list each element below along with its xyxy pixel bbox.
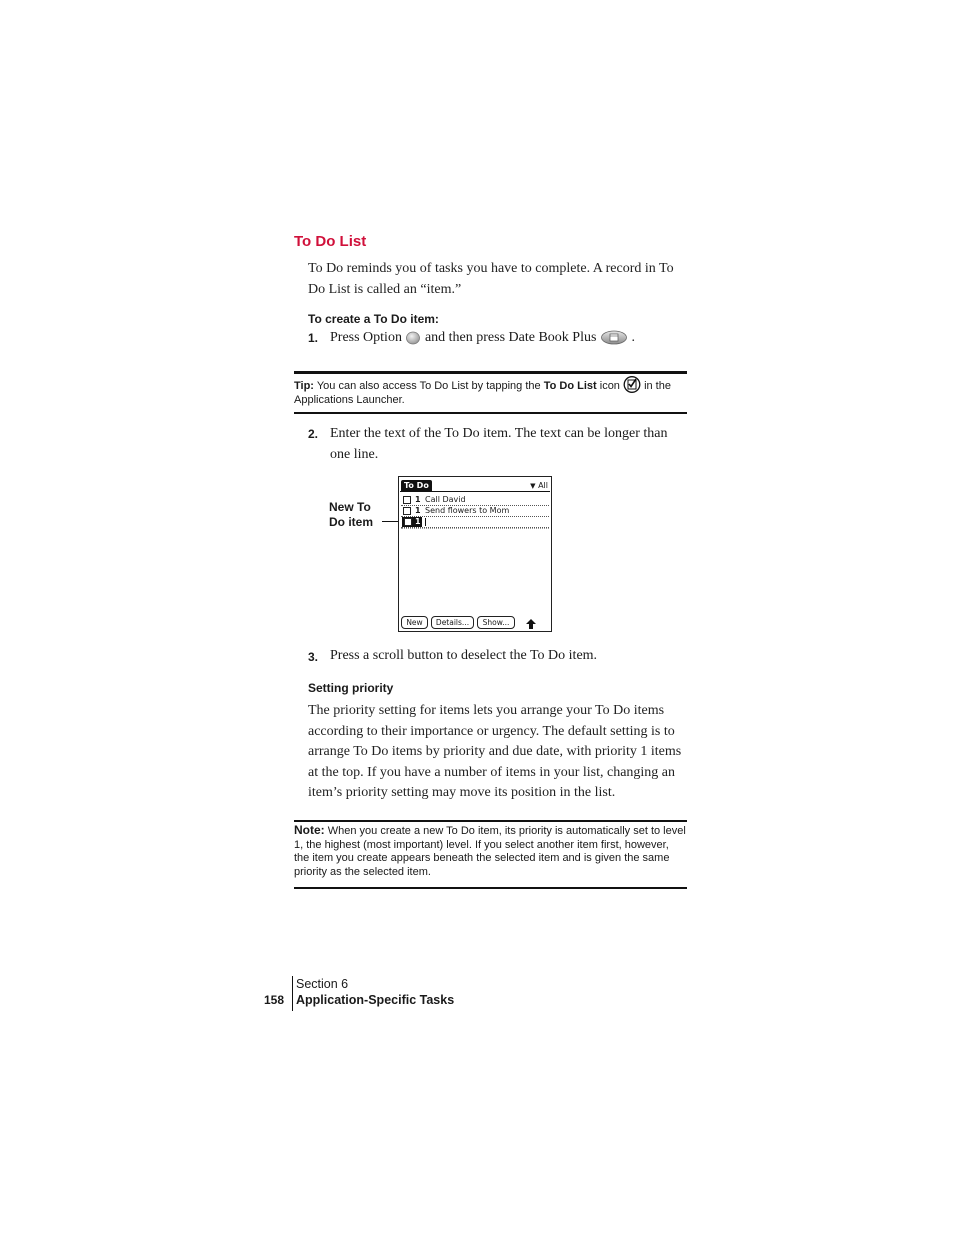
item-description: Send flowers to Mom [425, 506, 510, 515]
show-button[interactable]: Show... [477, 616, 515, 629]
tip-text-c: in the Applications Launcher. [294, 380, 671, 406]
note-box [294, 824, 687, 879]
item-priority: 1 [415, 506, 421, 515]
chevron-down-icon: ▼ [530, 482, 536, 490]
step-1-text-b: and then press Date Book Plus [424, 330, 597, 345]
item-priority: 1 [415, 495, 421, 504]
tip-bottom-rule [294, 412, 687, 414]
note-top-rule [294, 820, 687, 822]
tip-bold: To Do List [543, 380, 597, 392]
section-title: Application-Specific Tasks [296, 993, 455, 1007]
date-book-plus-key-icon [600, 330, 628, 345]
tip-top-rule [294, 371, 687, 374]
tip-text-a: You can also access To Do List by tapping the [316, 380, 541, 392]
footer-divider [292, 976, 293, 1011]
callout-line-1: New To [329, 500, 371, 514]
step-2-number: 2. [308, 427, 319, 441]
scroll-up-arrow-icon[interactable] [525, 618, 537, 630]
checkbox[interactable] [403, 496, 411, 504]
todo-screen-title: To Do [401, 480, 432, 491]
callout-label [329, 500, 389, 530]
category-label: All [538, 481, 548, 490]
title-underline [400, 491, 550, 492]
text-cursor [425, 518, 426, 526]
setting-priority-heading: Setting priority [308, 681, 394, 695]
note-text: When you create a new To Do item, its priority is automatically set to level 1, the highest (most important) level. If you select another item first, however, the item you create appears beneath the selected item and is given the same priority as the selected item. [294, 825, 686, 878]
option-key-icon [405, 331, 421, 345]
intro-paragraph: To Do reminds you of tasks you have to complete. A record in To Do List is called an “item.” [308, 261, 674, 297]
checkbox[interactable] [403, 507, 411, 515]
tip-label: Tip: [294, 380, 314, 392]
note-label: Note: [294, 823, 325, 837]
item-priority: 1 [415, 517, 421, 526]
todo-screen-screenshot [398, 476, 552, 632]
todo-item-row-new[interactable] [401, 517, 549, 528]
item-description: Call David [425, 495, 466, 504]
section-label: Section 6 [296, 977, 349, 991]
new-button[interactable]: New [401, 616, 428, 629]
step-1-end: . [631, 330, 635, 345]
step-1-number: 1. [308, 331, 319, 345]
step-3-text: Press a scroll button to deselect the To Do item. [330, 648, 598, 663]
note-bottom-rule [294, 887, 687, 889]
tip-text-b: icon [599, 380, 620, 392]
checkbox[interactable] [404, 518, 412, 526]
priority-paragraph: The priority setting for items lets you arrange your To Do items according to their importance or urgency. The default setting is to arrange To Do items by priority and due date, with priority 1 items at the top. If you have a number of items in your list, changing an item’s priority setting may move its position in the list. [308, 703, 682, 800]
callout-line-2: Do item [329, 515, 374, 529]
step-1-text-a: Press Option [330, 330, 402, 345]
step-3-number: 3. [308, 650, 319, 664]
details-button[interactable]: Details... [431, 616, 474, 629]
todo-item-row[interactable] [401, 495, 549, 506]
todo-item-row[interactable] [401, 506, 549, 517]
to-do-list-app-icon [623, 376, 641, 393]
empty-row-line [401, 528, 549, 529]
page-title: To Do List [294, 233, 367, 250]
tip-box [294, 376, 687, 407]
page-number: 158 [264, 993, 285, 1007]
step-2-text: Enter the text of the To Do item. The text can be longer than one line. [330, 426, 668, 462]
create-item-heading: To create a To Do item: [308, 312, 439, 326]
